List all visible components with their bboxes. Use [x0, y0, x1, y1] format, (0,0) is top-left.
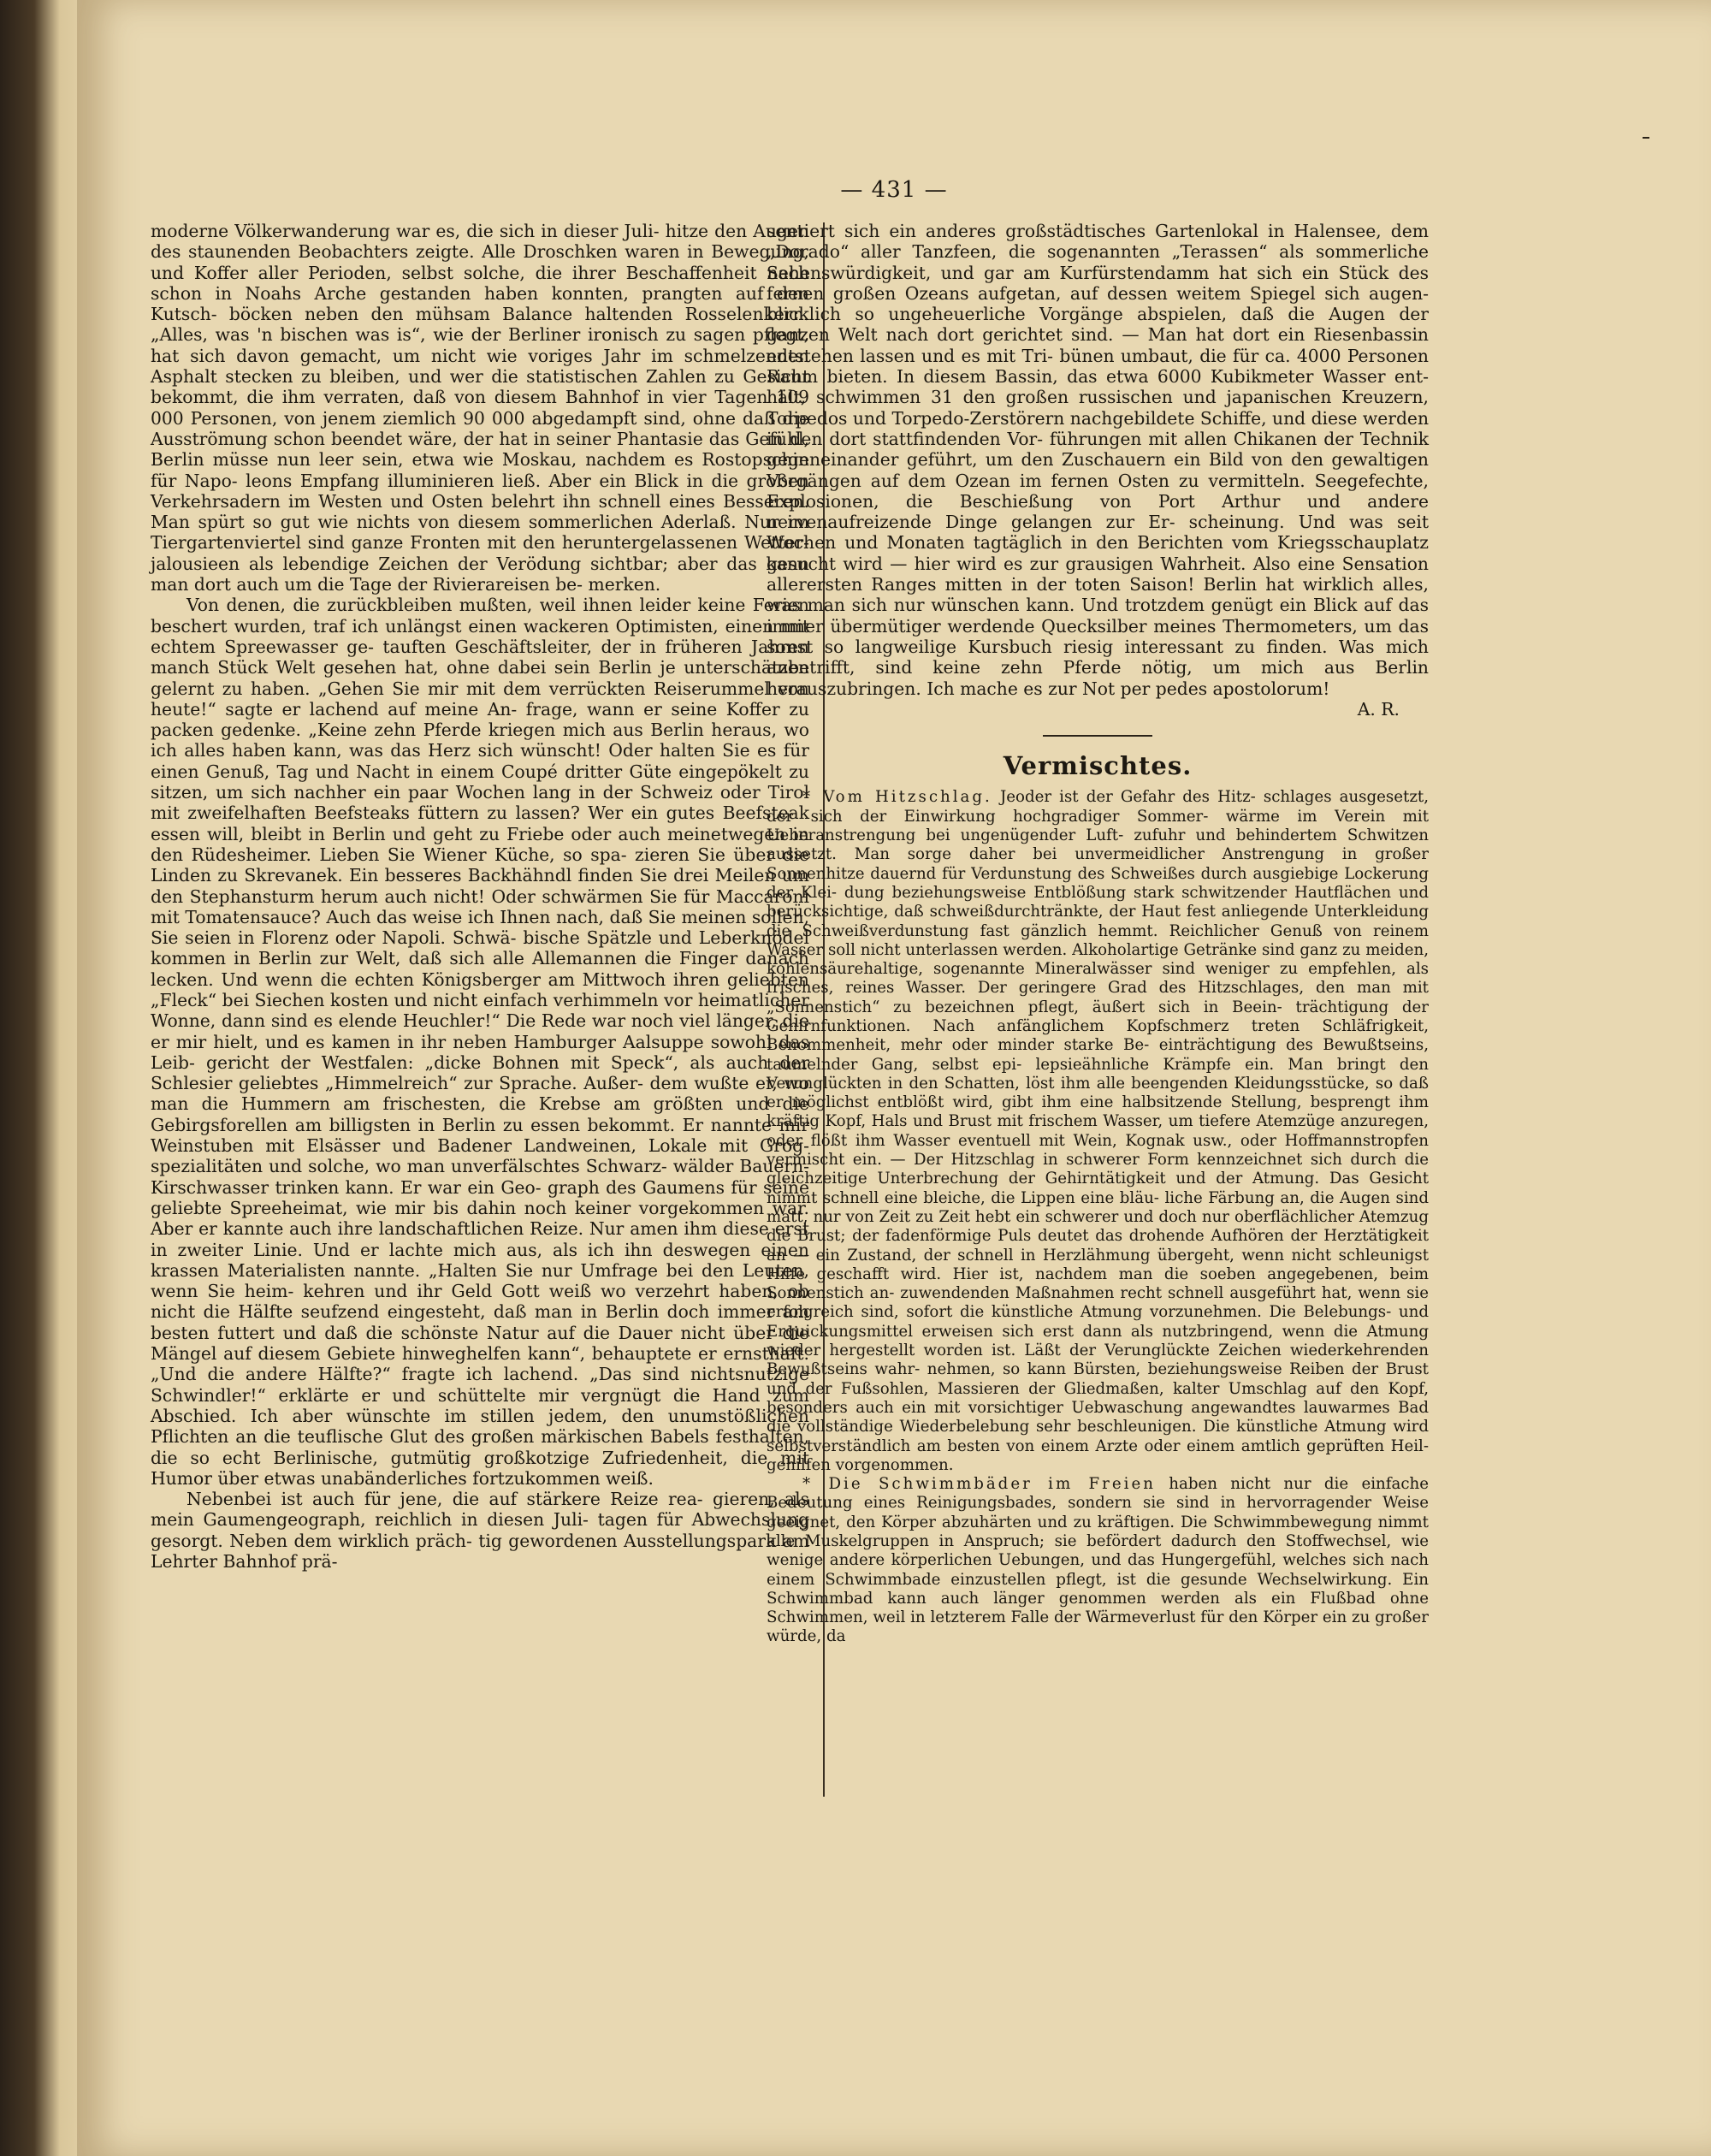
author-signature: A. R.: [1357, 698, 1400, 720]
article-paragraph: moderne Völkerwanderung war es, die sich in dieser Juli- hitze den Augen des staunenden Beobachters zeigte. Alle Droschken waren in Bewegung, und Koffer aller Perioden, selbst solche, die ihrer Beschaffenheit nach schon in Noahs Arche gestanden haben konnten, prangten auf den Kutsch- böcken neben den mühsam Balance haltenden Rosselenkern. „Alles, was 'n bischen was is“, wie der Berliner ironisch zu sagen pflegt, hat sich davon gemacht, um nicht wie voriges Jahr im schmelzenden Asphalt stecken zu bleiben, und wer die statistischen Zahlen zu Gesicht bekommt, die ihm verraten, daß von diesem Bahnhof in vier Tagen 109 000 Personen, von jenem ziemlich 90 000 abgedampft sind, ohne daß die Ausströmung schon beendet wäre, der hat in seiner Phantasie das Gefühl, Berlin müsse nun leer sein, etwa wie Moskau, nachdem es Rostopschin für Napo- leons Empfang illuminieren ließ. Aber ein Blick in die großen Verkehrsadern im Westen und Osten belehrt ihn schnell eines Besseren. Man spürt so gut wie nichts von diesem sommerlichen Aderlaß. Nur im Tiergartenviertel sind ganze Fronten mit den heruntergelassenen Wetter- jalousieen als lebendige Zeichen der Verödung sichtbar; aber das kann man dort auch um die Tage der Rivierareisen be- merken.: [151, 221, 809, 595]
section-title: Vermischtes.: [1003, 751, 1193, 781]
right-column: [767, 221, 1429, 1647]
left-column: [151, 221, 809, 1572]
page-edge-mark: [1643, 137, 1649, 139]
section-separator: [1043, 735, 1152, 737]
article-paragraph: Nebenbei ist auch für jene, die auf stärkere Reize rea- gieren, als mein Gaumengeograph, reichlich in diesen Juli- tagen für Abwechslung gesorgt. Neben dem wirklich präch- tig gewordenen Ausstellungspark am Lehrter Bahnhof prä-: [151, 1489, 809, 1572]
misc-item-text: Jeoder ist der Gefahr des Hitz- schlages ausgesetzt, der sich der Einwirkung hochgradiger Sommer- wärme im Verein mit Ueberanstrengung bei ungenügender Luft- zufuhr und behindertem Schwitzen aussetzt. Man sorge daher bei unvermeidlicher Anstrengung in großer Sonnenhitze dauernd für Verdunstung des Schweißes durch ausgiebige Lockerung der Klei- dung beziehungsweise Entblößung stark schwitzender Hautflächen und berücksichtige, daß schweißdurchtränkte, der Haut fest anliegende Unterkleidung die Schweißverdunstung fast gänzlich hemmt. Reichlicher Genuß von reinem Wasser soll nicht unterlassen werden. Alkoholartige Getränke sind ganz zu meiden, kohlensäurehaltige, sogenannte Mineralwässer sind weniger zu empfehlen, als frisches, reines Wasser. Der geringere Grad des Hitzschlages, den man mit „Sonnenstich“ zu bezeichnen pflegt, äußert sich in Beein- trächtigung der Gehirnfunktionen. Nach anfänglichem Kopfschmerz treten Schläfrigkeit, Benommenheit, mehr oder minder starke Be- einträchtigung des Bewußtseins, taumelnder Gang, selbst epi- lepsieähnliche Krämpfe ein. Man bringt den Verunglückten in den Schatten, löst ihm alle beengenden Kleidungsstücke, so daß er möglichst entblößt wird, gibt ihm eine halbsitzende Stellung, besprengt ihm kräftig Kopf, Hals und Brust mit frischem Wasser, um tiefere Atemzüge anzuregen, oder flößt ihm Wasser eventuell mit Wein, Kognak usw., oder Hoffmannstropfen vermischt ein. — Der Hitzschlag in schwerer Form kennzeichnet sich durch die gleichzeitige Unterbrechung der Gehirntätigkeit und der Atmung. Das Gesicht nimmt schnell eine bleiche, die Lippen eine bläu- liche Färbung an, die Augen sind matt, nur von Zeit zu Zeit hebt ein schwerer und doch nur oberflächlicher Atemzug die Brust; der fadenförmige Puls deutet das drohende Aufhören der Herztätigkeit an — ein Zustand, der schnell in Herzlähmung übergeht, wenn nicht schleunigst Hilfe geschafft wird. Hier ist, nachdem man die soeben angegebenen, beim Sonnenstich an- zuwendenden Maßnahmen recht schnell ausgeführt hat, wenn sie erfolgreich sind, sofort die künstliche Atmung vorzunehmen. Die Belebungs- und Erquickungsmittel erweisen sich erst dann als nutzbringend, wenn die Atmung wieder hergestellt worden ist. Läßt der Verunglückte Zeichen wiederkehrenden Bewußtseins wahr- nehmen, so kann Bürsten, beziehungsweise Reiben der Brust und der Fußsohlen, Massieren der Gliedmaßen, kalter Umschlag auf den Kopf, besonders auch ein mit vorsichtiger Uebwaschung angewandtes lauwarmes Bad die vollständige Wiederbelebung sehr beschleunigen. Die künstliche Atmung wird selbstverständlich am besten von einem Arzte oder einem amtlich geprüften Heil- gehilfen vorgenommen.: [767, 788, 1429, 1474]
article-paragraph: sentiert sich ein anderes großstädtisches Gartenlokal in Halensee, dem „Dorado“ aller Tanzfeen, die sogenannten „Terassen“ als sommerliche Sehenswürdigkeit, und gar am Kurfürstendamm hat sich ein Stück des fernen großen Ozeans aufgetan, auf dessen weitem Spiegel sich augen- blicklich so ungeheuerliche Vorgänge abspielen, daß die Augen der ganzen Welt nach dort gerichtet sind. — Man hat dort ein Riesenbassin entstehen lassen und es mit Tri- bünen umbaut, die für ca. 4000 Personen Raum bieten. In diesem Bassin, das etwa 6000 Kubikmeter Wasser ent- hält, schwimmen 31 den großen russischen und japanischen Kreuzern, Torpedos und Torpedo-Zerstörern nachgebildete Schiffe, und diese werden in den dort stattfindenden Vor- führungen mit allen Chikanen der Technik gegeneinander geführt, um den Zuschauern ein Bild von den gewaltigen Vorgängen auf dem Ozean im fernen Osten zu vermitteln. Seegefechte, Explosionen, die Beschießung von Port Arthur und andere nervenaufreizende Dinge gelangen zur Er- scheinung. Und was seit Wochen und Monaten tagtäglich in den Berichten vom Kriegsschauplatz gesucht wird — hier wird es zur grausigen Wahrheit. Also eine Sensation allerersten Ranges mitten in der toten Saison! Berlin hat wirklich alles, was man sich nur wünschen kann. Und trotzdem genügt ein Blick auf das immer übermütiger werdende Quecksilber meines Thermometers, um das sonst so langweilige Kursbuch riesig interessant zu finden. Was mich anbetrifft, sind keine zehn Pferde nötig, um mich aus Berlin herauszubringen. Ich mache es zur Not per pedes apostolorum!: [767, 221, 1429, 699]
misc-item-heatstroke: [767, 788, 1429, 1475]
misc-item-swimming: [767, 1475, 1429, 1647]
misc-item-text: haben nicht nur die einfache Bedeutung eines Reinigungsbades, sondern sie sind in hervorragender Weise geeignet, den Körper abzuhärten und zu kräftigen. Die Schwimmbewegung nimmt alle Muskelgruppen in Anspruch; sie befördert dadurch den Stoffwechsel, wie wenige andere körperlichen Uebungen, und das Hungergefühl, welches sich nach einem Schwimmbade einzustellen pflegt, ist die gesunde Wechselwirkung. Ein Schwimmbad kann auch länger genommen werden als ein Flußbad ohne Schwimmen, weil in letzterem Falle der Wärmeverlust für den Körper ein zu großer würde, da: [767, 1475, 1429, 1646]
article-paragraph: Von denen, die zurückbleiben mußten, weil ihnen leider keine Ferien beschert wurden, traf ich unlängst einen wackeren Optimisten, einen mit echtem Spreewasser ge- tauften Geschäftsleiter, der in früheren Jahren manch Stück Welt gesehen hat, ohne dabei sein Berlin je unterschätzen gelernt zu haben. „Gehen Sie mir mit dem verrückten Reiserummel von heute!“ sagte er lachend auf meine An- frage, wann er seine Koffer zu packen gedenke. „Keine zehn Pferde kriegen mich aus Berlin heraus, wo ich alles haben kann, was das Herz sich wünscht! Oder halten Sie es für einen Genuß, Tag und Nacht in einem Coupé dritter Güte eingepökelt zu sitzen, um sich nachher ein paar Wochen lang in der Schweiz oder Tirol mit zweifelhaften Beefsteaks füttern zu lassen? Wer ein gutes Beefsteak essen will, bleibt in Berlin und geht zu Friebe oder auch meinetwegen in den Rüdesheimer. Lieben Sie Wiener Küche, so spa- zieren Sie über die Linden zu Skrevanek. Ein besseres Backhähndl finden Sie drei Meilen um den Stephansturm herum auch nicht! Oder schwärmen Sie für Maccaroni mit Tomatensauce? Auch das weise ich Ihnen nach, daß Sie meinen sollen, Sie seien in Florenz oder Napoli. Schwä- bische Spätzle und Leberknödel kommen in Berlin zur Welt, daß sich alle Allemannen die Finger danach lecken. Und wenn die echten Königsberger am Mittwoch ihren geliebten „Fleck“ bei Siechen kosten und nicht einfach verhimmeln vor heimatlicher Wonne, dann sind es elende Heuchler!“ Die Rede war noch viel länger, die er mir hielt, und es kamen in ihr neben Hamburger Aalsuppe sowohl das Leib- gericht der Westfalen: „dicke Bohnen mit Speck“, als auch der Schlesier geliebtes „Himmelreich“ zur Sprache. Außer- dem wußte er, wo man die Hummern am frischesten, die Krebse am größten und die Gebirgsforellen am billigsten in Berlin zu essen bekommt. Er nannte mir Weinstuben mit Elsässer und Badener Landweinen, Lokale mit Grog- spezialitäten und solche, wo man unverfälschtes Schwarz- wälder Bauern-Kirschwasser trinken kann. Er war ein Geo- graph des Gaumens für seine geliebte Spreeheimat, wie mir bis dahin noch keiner vorgekommen war. Aber er kannte auch ihre landschaftlichen Reize. Nur amen ihm diese erst in zweiter Linie. Und er lachte mich aus, als ich ihn deswegen einen krassen Materialisten nannte. „Halten Sie nur Umfrage bei den Leuten, wenn Sie heim- kehren und ihr Geld Gott weiß wo verzehrt haben, ob nicht die Hälfte seufzend eingesteht, daß man in Berlin doch immer am besten futtert und daß die schönste Natur auf die Dauer nicht über die Mängel auf diesem Gebiete hinweghelfen kann“, behauptete er ernsthaft. „Und die andere Hälfte?“ fragte ich lachend. „Das sind nichtsnutzige Schwindler!“ erklärte er und schüttelte mir vergnügt die Hand zum Abschied. Ich aber wünschte im stillen jedem, den unumstößlichen Pflichten an die teuflische Glut des großen märkischen Babels festhalten, die so echt Berlinische, gutmütig großkotzige Zufriedenheit, die mit Humor über etwas unabänderliches fortzukommen weiß.: [151, 595, 809, 1489]
misc-item-lead: * Vom Hitzschlag.: [802, 788, 992, 807]
misc-item-lead: * Die Schwimmbäder im Freien: [802, 1475, 1156, 1494]
page-number: — 431 —: [840, 177, 948, 203]
